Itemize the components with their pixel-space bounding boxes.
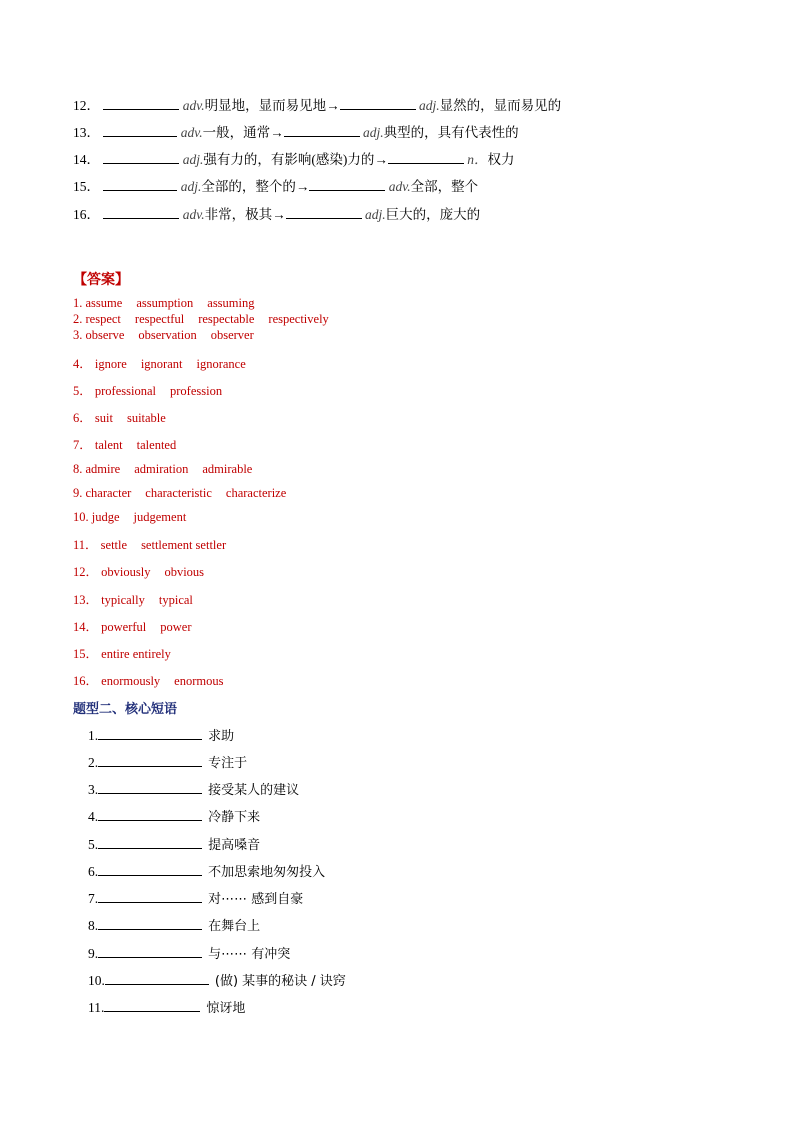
phrase-meaning: 接受某人的建议: [208, 783, 300, 798]
answer-word: obvious: [164, 565, 205, 579]
phrase-meaning: 惊讶地: [206, 1001, 246, 1016]
answer-word: typically: [101, 593, 145, 607]
answer-number: 8.: [73, 462, 83, 476]
answer-word: assuming: [207, 296, 255, 310]
phrase-blank[interactable]: [98, 916, 202, 930]
answer-word: talented: [136, 438, 177, 452]
question-row: [73, 205, 480, 224]
phrase-meaning: 求助: [208, 729, 235, 744]
question-row: [73, 96, 561, 115]
phrase-row: [88, 779, 299, 798]
phrase-number: 9.: [88, 946, 99, 961]
answer-line: [73, 312, 343, 327]
answer-line: [73, 562, 218, 580]
answer-number: 2.: [73, 312, 83, 326]
phrase-row: [88, 725, 234, 744]
answer-word: entire entirely: [101, 647, 171, 661]
answer-number: 9.: [73, 486, 83, 500]
phrase-number: 4.: [88, 809, 99, 824]
phrase-blank[interactable]: [98, 780, 202, 794]
answer-word: respectively: [268, 312, 329, 326]
phrase-meaning: 提高嗓音: [208, 838, 261, 853]
answer-word: obviously: [101, 565, 151, 579]
answer-word: typical: [158, 593, 193, 607]
answer-word: professional: [94, 384, 156, 398]
phrase-row: [88, 888, 303, 907]
answer-word: suitable: [126, 411, 166, 425]
answer-blank[interactable]: [103, 96, 179, 110]
part-of-speech: adv.: [182, 207, 205, 222]
answer-word: respectable: [198, 312, 255, 326]
question-number: 14．: [73, 152, 100, 167]
section-heading: 题型二、核心短语: [73, 702, 178, 717]
answer-word: ignorant: [140, 357, 183, 371]
answer-word: powerful: [101, 620, 147, 634]
answer-line: [73, 644, 185, 662]
answer-number: 14．: [73, 620, 99, 634]
answer-word: power: [160, 620, 192, 634]
part-of-speech: adj.: [180, 179, 202, 194]
answer-word: characterize: [225, 486, 287, 500]
phrase-row: [88, 915, 260, 934]
answer-word: settle: [100, 538, 128, 552]
answer-word: talent: [94, 438, 123, 452]
question-text: 巨大的，庞大的: [385, 207, 481, 222]
answer-line: [73, 296, 269, 311]
answer-word: ignore: [94, 357, 127, 371]
answer-line: [73, 328, 268, 343]
answer-blank[interactable]: [103, 123, 177, 137]
answer-word: assumption: [136, 296, 194, 310]
phrase-blank[interactable]: [98, 753, 202, 767]
answer-blank[interactable]: [103, 177, 177, 191]
question-number: 13．: [73, 125, 100, 140]
phrase-number: 2.: [88, 755, 99, 770]
phrase-row: [88, 970, 346, 989]
answer-number: 13．: [73, 593, 99, 607]
phrase-meaning: 对⋯⋯ 感到自豪: [208, 892, 304, 907]
answer-word: character: [85, 486, 132, 500]
answer-line: [73, 462, 266, 477]
phrase-row: [88, 861, 325, 880]
answer-number: 10.: [73, 510, 89, 524]
question-text: 显然的，显而易见的: [439, 98, 562, 113]
phrase-blank[interactable]: [98, 835, 202, 849]
answer-number: 1.: [73, 296, 83, 310]
answer-word: observe: [85, 328, 125, 342]
phrase-blank[interactable]: [98, 889, 202, 903]
answer-line: [73, 381, 236, 399]
phrase-number: 5.: [88, 837, 99, 852]
answer-word: admire: [85, 462, 121, 476]
answer-line: [73, 671, 237, 689]
answer-blank[interactable]: [103, 150, 179, 164]
answer-word: admiration: [134, 462, 189, 476]
phrase-row: [88, 943, 290, 962]
phrase-meaning: (做) 某事的秘诀 / 诀窍: [214, 974, 346, 989]
answer-number: 11．: [73, 538, 98, 552]
question-text: 非常，极其→: [204, 207, 286, 222]
answer-line: [73, 435, 190, 453]
phrase-blank[interactable]: [98, 944, 202, 958]
phrase-number: 6.: [88, 864, 99, 879]
part-of-speech: n．: [467, 152, 488, 167]
answer-number: 6．: [73, 411, 92, 425]
answer-line: [73, 617, 206, 635]
answer-word: respect: [85, 312, 121, 326]
part-of-speech: adj.: [365, 207, 386, 222]
question-text: 一般，通常→: [202, 125, 284, 140]
answer-word: ignorance: [196, 357, 246, 371]
answer-line: [73, 408, 180, 426]
phrase-meaning: 冷静下来: [208, 810, 261, 825]
answer-word: respectful: [134, 312, 185, 326]
question-number: 15．: [73, 179, 100, 194]
answer-word: enormous: [174, 674, 224, 688]
answer-number: 3.: [73, 328, 83, 342]
answer-word: assume: [85, 296, 123, 310]
question-number: 16．: [73, 207, 100, 222]
answer-word: suit: [94, 411, 113, 425]
question-row: [73, 123, 519, 142]
answer-word: judgement: [133, 510, 187, 524]
phrase-row: [88, 834, 260, 853]
answer-line: [73, 590, 207, 608]
phrase-row: [88, 806, 260, 825]
question-text: 典型的，具有代表性的: [383, 125, 519, 140]
answer-word: observation: [138, 328, 197, 342]
answer-word: admirable: [202, 462, 253, 476]
answer-word: observer: [210, 328, 254, 342]
answer-blank[interactable]: [340, 96, 416, 110]
phrase-blank[interactable]: [98, 726, 202, 740]
answers-heading: 【答案】: [73, 272, 129, 288]
answer-blank[interactable]: [103, 205, 179, 219]
answer-word: judge: [91, 510, 120, 524]
phrase-blank[interactable]: [98, 862, 202, 876]
question-row: [73, 177, 478, 196]
answer-word: settlement settler: [141, 538, 227, 552]
answer-blank[interactable]: [284, 123, 360, 137]
answer-number: 5．: [73, 384, 92, 398]
question-text: 全部的，整个的→: [201, 179, 310, 194]
answer-word: profession: [170, 384, 223, 398]
phrase-number: 8.: [88, 918, 99, 933]
question-text: 明显地，显而易见地→: [204, 98, 340, 113]
answer-number: 7．: [73, 438, 92, 452]
question-row: [73, 150, 515, 169]
answer-blank[interactable]: [309, 177, 385, 191]
part-of-speech: adv.: [182, 98, 205, 113]
phrase-blank[interactable]: [98, 807, 202, 821]
answer-line: [73, 354, 260, 372]
answer-blank[interactable]: [388, 150, 464, 164]
phrase-row: [88, 752, 247, 771]
phrase-blank[interactable]: [104, 998, 200, 1012]
phrase-number: 1.: [88, 728, 99, 743]
part-of-speech: adv.: [180, 125, 203, 140]
phrase-row: [88, 997, 245, 1016]
answer-number: 4．: [73, 357, 92, 371]
answer-number: 12．: [73, 565, 99, 579]
phrase-meaning: 与⋯⋯ 有冲突: [208, 947, 291, 962]
question-text: 权力: [487, 152, 515, 167]
answer-line: [73, 535, 240, 553]
question-number: 12．: [73, 98, 100, 113]
answer-blank[interactable]: [286, 205, 362, 219]
phrase-number: 11.: [88, 1000, 105, 1015]
phrase-number: 3.: [88, 782, 99, 797]
answer-line: [73, 486, 300, 501]
phrase-number: 10.: [88, 973, 105, 988]
answer-word: enormously: [101, 674, 161, 688]
part-of-speech: adj.: [363, 125, 384, 140]
question-text: 强有力的，有影响(感染)力的→: [203, 152, 388, 167]
part-of-speech: adj.: [419, 98, 440, 113]
answer-number: 15．: [73, 647, 99, 661]
answer-number: 16．: [73, 674, 99, 688]
question-text: 全部，整个: [410, 179, 479, 194]
part-of-speech: adv.: [388, 179, 411, 194]
answer-word: characteristic: [145, 486, 212, 500]
part-of-speech: adj.: [182, 152, 204, 167]
phrase-number: 7.: [88, 891, 99, 906]
phrase-meaning: 不加思索地匆匆投入: [208, 865, 326, 880]
phrase-meaning: 在舞台上: [208, 919, 261, 934]
answer-line: [73, 510, 200, 525]
phrase-blank[interactable]: [105, 971, 209, 985]
phrase-meaning: 专注于: [208, 756, 248, 771]
